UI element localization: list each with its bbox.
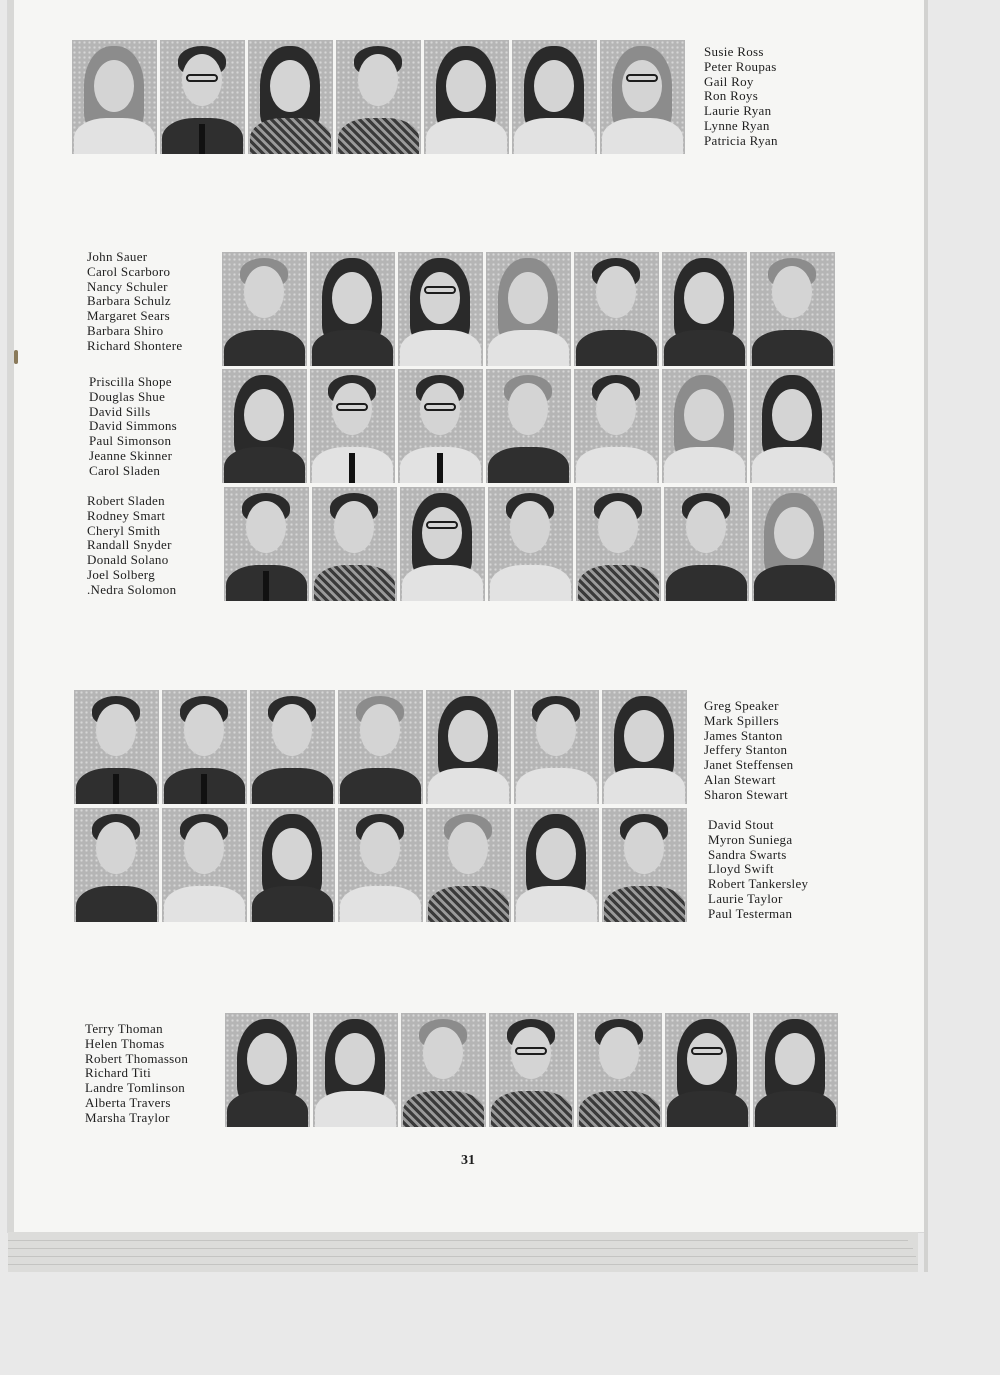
student-photo [310,369,395,483]
student-photo [398,252,483,366]
student-name: Barbara Shiro [87,322,164,338]
student-name: Cheryl Smith [87,522,161,538]
student-name: Janet Steffensen [704,757,794,773]
student-name: Paul Testerman [708,905,793,921]
student-photo [224,487,309,601]
student-photo [250,690,335,804]
student-photo [336,40,421,154]
student-photo [338,808,423,922]
student-name: Myron Suniega [708,831,793,847]
student-name: Robert Sladen [87,493,165,508]
student-name: David Sills [89,403,151,419]
student-photo [753,1013,838,1127]
student-name: Donald Solano [87,552,169,568]
student-photo [662,252,747,366]
student-name: Margaret Sears [87,308,171,324]
student-name: Laurie Ryan [704,103,772,119]
student-name: Carol Sladen [89,462,161,478]
student-name: Lloyd Swift [708,861,774,877]
student-photo [514,808,599,922]
student-photo [574,369,659,483]
student-photo [72,40,157,154]
student-name: David Stout [708,817,774,832]
student-name: Jeanne Skinner [89,447,173,463]
name-list-block-2 [87,250,182,354]
student-name: Susie Ross [704,44,764,59]
photo-row-6 [74,808,687,922]
student-name: Barbara Schulz [87,293,171,309]
student-name: Richard Shontere [87,337,183,353]
photo-row-5 [74,690,687,804]
student-photo [489,1013,574,1127]
student-photo [665,1013,750,1127]
photo-row-3 [222,369,835,483]
page-stack-bottom-edge [8,1232,918,1272]
page-left-edge [8,0,14,1232]
student-name: Nancy Schuler [87,278,168,294]
student-name: Rodney Smart [87,507,166,523]
student-photo [576,487,661,601]
student-photo [514,690,599,804]
student-photo [577,1013,662,1127]
student-photo [248,40,333,154]
student-photo [750,252,835,366]
student-name: Mark Spillers [704,712,780,728]
student-name: Carol Scarboro [87,263,171,279]
student-name: John Sauer [87,249,148,264]
student-name: Sharon Stewart [704,786,788,802]
student-name: Priscilla Shope [89,374,172,389]
student-name: Alberta Travers [85,1094,171,1110]
page-number: 31 [461,1153,475,1168]
student-photo [338,690,423,804]
student-name: Gail Roy [704,73,754,89]
name-list-block-7 [85,1022,188,1126]
student-name: Terry Thoman [85,1021,163,1036]
student-name: Helen Thomas [85,1035,165,1051]
student-name: Robert Tankersley [708,876,809,892]
student-photo [486,252,571,366]
student-photo [602,808,687,922]
student-photo [225,1013,310,1127]
student-photo [750,369,835,483]
student-name: .Nedra Solomon [87,581,177,597]
student-photo [426,690,511,804]
photo-row-1 [72,40,685,154]
student-photo [250,808,335,922]
student-photo [574,252,659,366]
student-name: Peter Roupas [704,58,777,74]
student-photo [313,1013,398,1127]
student-name: Paul Simonson [89,433,172,449]
student-photo [310,252,395,366]
student-name: Douglas Shue [89,388,166,404]
student-photo [488,487,573,601]
student-name: Patricia Ryan [704,132,778,148]
student-name: Landre Tomlinson [85,1080,186,1096]
student-name: Ron Roys [704,88,759,104]
binding-mark [14,350,18,364]
student-photo [398,369,483,483]
student-name: David Simmons [89,418,178,434]
yearbook-page [8,0,924,1232]
photo-row-2 [222,252,835,366]
student-photo [752,487,837,601]
student-name: Joel Solberg [87,566,155,582]
student-photo [602,690,687,804]
name-list-block-5 [704,699,793,803]
student-photo [162,808,247,922]
name-list-block-3 [89,375,177,479]
student-photo [426,808,511,922]
student-photo [664,487,749,601]
student-name: Sandra Swarts [708,846,787,862]
student-photo [312,487,397,601]
student-name: Alan Stewart [704,771,776,787]
page-stack-right-edge [924,0,928,1272]
name-list-block-1 [704,45,778,149]
student-photo [160,40,245,154]
student-photo [74,808,159,922]
photo-row-4 [224,487,837,601]
student-name: Lynne Ryan [704,117,770,133]
student-name: Marsha Traylor [85,1109,170,1125]
name-list-block-4 [87,494,176,598]
student-photo [486,369,571,483]
student-name: James Stanton [704,727,783,743]
student-name: Robert Thomasson [85,1050,189,1066]
student-name: Laurie Taylor [708,890,783,906]
student-photo [400,487,485,601]
student-photo [424,40,509,154]
photo-row-7 [225,1013,838,1127]
student-name: Jeffery Stanton [704,742,788,758]
student-photo [401,1013,486,1127]
student-photo [222,369,307,483]
student-name: Richard Titi [85,1065,152,1081]
student-name: Greg Speaker [704,698,779,713]
student-photo [222,252,307,366]
student-photo [512,40,597,154]
student-photo [74,690,159,804]
student-name: Randall Snyder [87,537,172,553]
name-list-block-6 [708,818,808,922]
student-photo [662,369,747,483]
student-photo [600,40,685,154]
student-photo [162,690,247,804]
